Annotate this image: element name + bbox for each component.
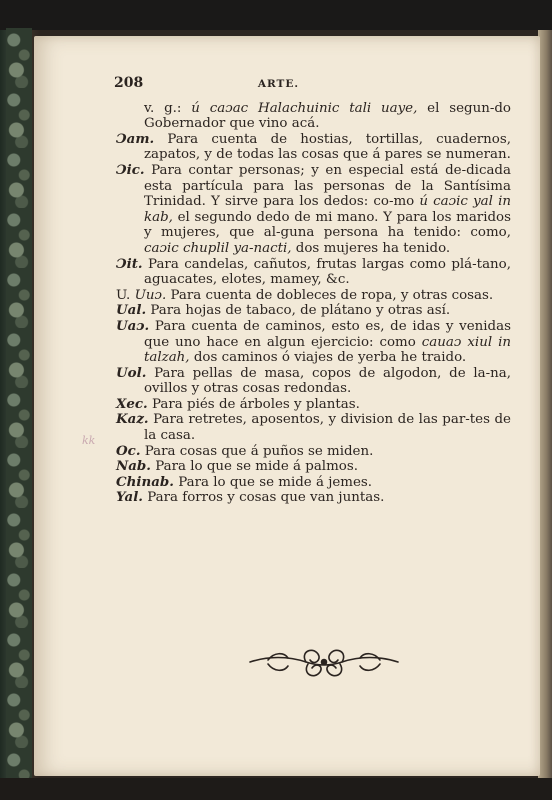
ornament-flourish-icon — [248, 642, 400, 682]
entry-term: Ɔit. — [116, 255, 143, 272]
entry-list — [116, 101, 511, 506]
entry-text: v. g.: ú caɔac Halachuinic tali uaye, el segun-do Gobernador que vino acá. — [144, 100, 511, 132]
entry-term: Kaz. — [116, 411, 149, 428]
entry-text: Para retretes, aposentos, y division de las par-tes de la casa. — [144, 412, 511, 444]
entry-item — [116, 163, 511, 257]
margin-annotation: kk — [82, 434, 96, 447]
entry-text: Uuɔ. Para cuenta de dobleces de ropa, y otras cosas. — [134, 287, 494, 303]
entry-term: Ɔam. — [116, 130, 155, 147]
entry-text: Para lo que se mide á palmos. — [155, 459, 358, 475]
marbled-cover-edge — [6, 28, 32, 780]
page-content — [116, 76, 511, 506]
entry-item — [116, 397, 511, 413]
page-number: 208 — [114, 75, 144, 91]
entry-item — [116, 101, 511, 132]
entry-term: Uol. — [116, 364, 147, 381]
entry-item — [116, 459, 511, 475]
entry-item — [116, 444, 511, 460]
entry-text: Para contar personas; y en especial está de-dicada esta partícula para las personas de la Santísima Trinidad. Y sirve para los dedos: co-mo ú caɔic yal in kab, el segundo dedo de mi mano. Y para los maridos y mujeres, que al-guna persona ha tenido: como, caɔic chuplil ya-nacti, dos mujeres ha tenido. — [144, 162, 511, 256]
entry-text: Para cosas que á puños se miden. — [144, 443, 374, 459]
entry-text: Para cuenta de caminos, esto es, de idas y venidas que uno hace en algun ejercicio: como cauaɔ xiul in talzah, dos caminos ó viajes de yerba he traido. — [144, 318, 511, 366]
entry-text: Para candelas, cañutos, frutas largas como plá-tano, aguacates, elotes, mamey, &c. — [144, 256, 511, 288]
entry-term: Oc. — [116, 442, 141, 459]
entry-text: Para lo que se mide á jemes. — [178, 474, 373, 490]
bottom-shadow — [0, 778, 552, 800]
entry-term: Ual. — [116, 302, 147, 319]
entry-term: U. — [116, 287, 131, 303]
book-page — [34, 36, 540, 776]
entry-item — [116, 319, 511, 366]
entry-text: Para forros y cosas que van juntas. — [147, 490, 385, 506]
entry-item — [116, 475, 511, 491]
entry-item — [116, 490, 511, 506]
entry-term: Uaɔ. — [116, 317, 150, 334]
entry-item — [116, 288, 511, 304]
entry-item — [116, 132, 511, 163]
entry-term: Yal. — [116, 489, 143, 506]
entry-term: Nab. — [116, 458, 151, 475]
entry-term: Ɔic. — [116, 161, 145, 178]
top-shadow — [0, 0, 552, 30]
entry-item — [116, 257, 511, 288]
running-head: ARTE. — [257, 78, 299, 90]
entry-item — [116, 412, 511, 443]
entry-term: Chinab. — [116, 473, 174, 490]
page-stack-edge — [538, 30, 552, 780]
entry-text: Para cuenta de hostias, tortillas, cuadernos, zapatos, y de todas las cosas que á pares se numeran. — [144, 131, 511, 163]
entry-text: Para pellas de masa, copos de algodon, de la-na, ovillos y otras cosas redondas. — [144, 365, 511, 397]
entry-item — [116, 366, 511, 397]
entry-term: Xec. — [116, 395, 148, 412]
entry-item — [116, 303, 511, 319]
entry-text: Para hojas de tabaco, de plátano y otras así. — [150, 303, 451, 319]
page-header — [114, 76, 509, 93]
entry-text: Para piés de árboles y plantas. — [152, 396, 360, 412]
